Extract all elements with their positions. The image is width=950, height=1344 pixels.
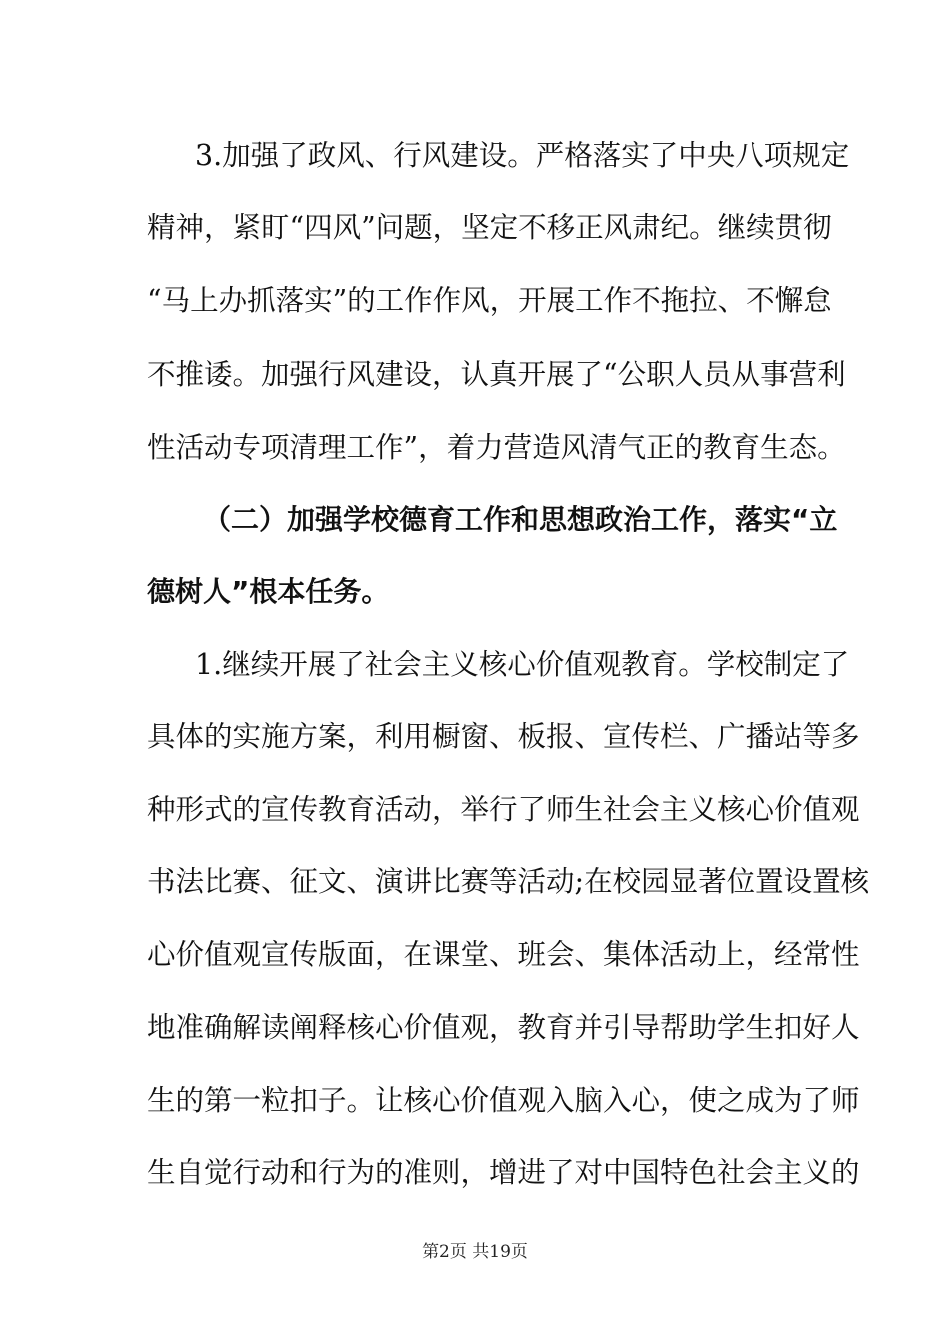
paragraph-1-line-4: 不推诿。加强行风建设，认真开展了“公职人员从事营利: [147, 358, 846, 391]
paragraph-1-line-2: 精神，紧盯“四风”问题，坚定不移正风肃纪。继续贯彻: [147, 211, 832, 244]
section-heading-line-1: （二）加强学校德育工作和思想政治工作，落实“立: [203, 503, 838, 536]
paragraph-1-line-5: 性活动专项清理工作”，着力营造风清气正的教育生态。: [147, 431, 846, 464]
paragraph-2-line-3: 种形式的宣传教育活动，举行了师生社会主义核心价值观: [147, 793, 860, 826]
paragraph-2-line-2: 具体的实施方案，利用橱窗、板报、宣传栏、广播站等多: [147, 720, 860, 753]
paragraph-1-line-3: “马上办抓落实”的工作作风，开展工作不拖拉、不懈怠: [147, 284, 832, 317]
paragraph-2-line-5: 心价值观宣传版面，在课堂、班会、集体活动上，经常性: [147, 938, 860, 971]
paragraph-1-line-1: 3.加强了政风、行风建设。严格落实了中央八项规定: [195, 139, 850, 172]
paragraph-2-line-4: 书法比赛、征文、演讲比赛等活动;在校园显著位置设置核: [147, 865, 870, 898]
paragraph-2-line-8: 生自觉行动和行为的准则，增进了对中国特色社会主义的: [147, 1156, 860, 1189]
paragraph-2-line-6: 地准确解读阐释核心价值观，教育并引导帮助学生扣好人: [147, 1011, 860, 1044]
page-number-footer: 第2页 共19页: [422, 1242, 528, 1262]
paragraph-2-line-1: 1.继续开展了社会主义核心价值观教育。学校制定了: [195, 648, 850, 681]
section-heading-line-2: 德树人”根本任务。: [147, 575, 390, 608]
paragraph-2-line-7: 生的第一粒扣子。让核心价值观入脑入心，使之成为了师: [147, 1084, 860, 1117]
